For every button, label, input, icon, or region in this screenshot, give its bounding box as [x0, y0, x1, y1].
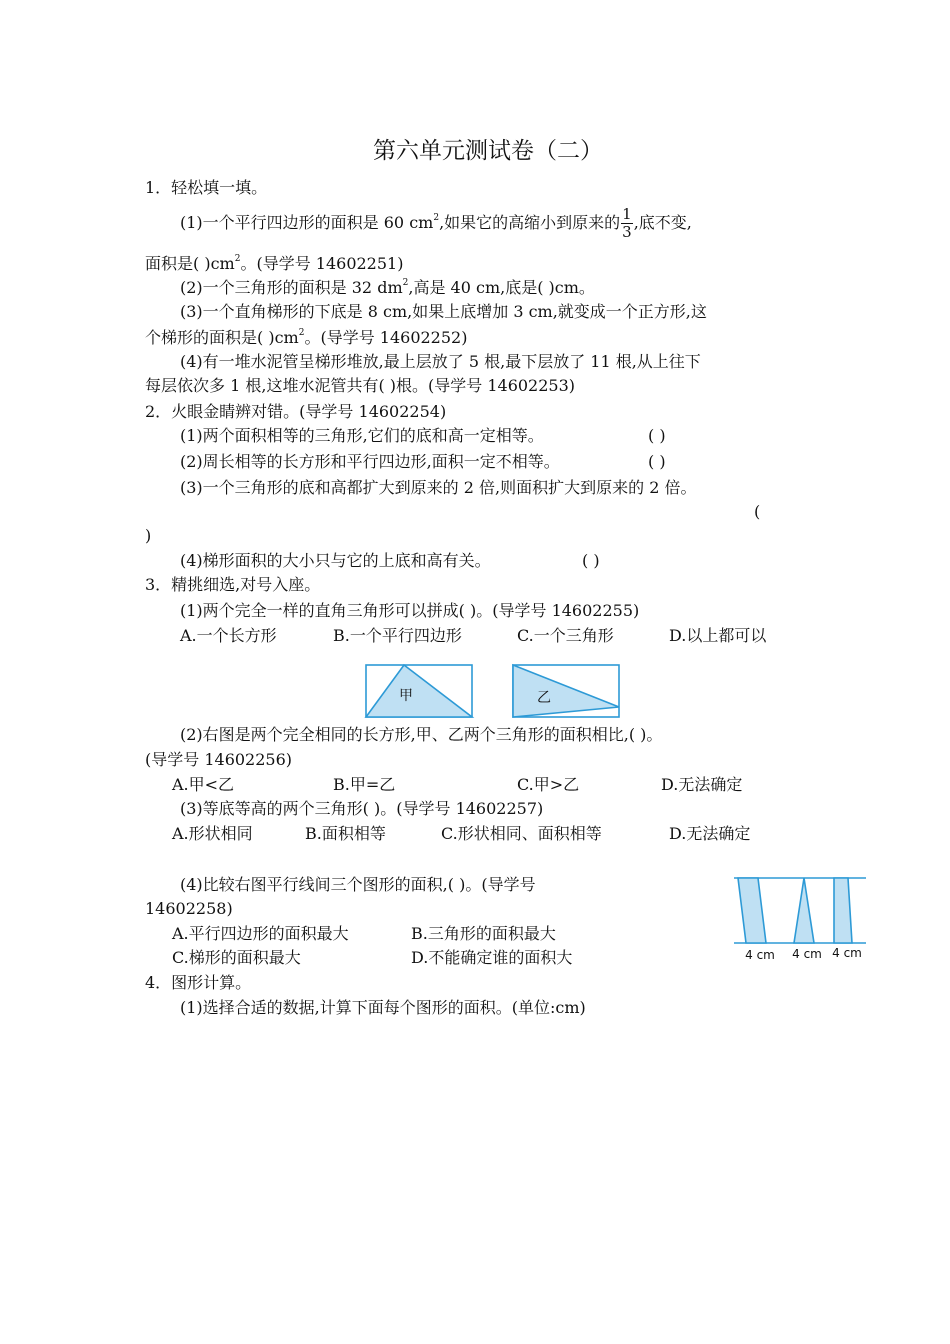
- fraction-one-third: $\frac{1}{3}$: [622, 205, 632, 241]
- q4-heading: 4．图形计算。: [145, 973, 252, 992]
- q3-item2-line1: (2)右图是两个完全相同的长方形,甲、乙两个三角形的面积相比,( )。: [180, 725, 663, 744]
- q3-item1-option-a: A.一个长方形: [180, 626, 277, 645]
- parallelogram-shape: [738, 878, 766, 943]
- triangles-figure: [360, 660, 630, 722]
- q2-item3-answer-open: (: [754, 502, 761, 521]
- q3-item1-option-b: B.一个平行四边形: [333, 626, 462, 645]
- q2-item1: (1)两个面积相等的三角形,它们的底和高一定相等。: [180, 426, 544, 445]
- q1-item4-line1: (4)有一堆水泥管呈梯形堆放,最上层放了 5 根,最下层放了 11 根,从上往下: [180, 352, 701, 371]
- q3-item3: (3)等底等高的两个三角形( )。(导学号 14602257): [180, 799, 544, 818]
- label-trapezoid-base: 4 cm: [832, 946, 862, 960]
- q1-item4-line2: 每层依次多 1 根,这堆水泥管共有( )根。(导学号 14602253): [145, 376, 576, 395]
- q3-item1-option-c: C.一个三角形: [517, 626, 614, 645]
- q3-item1: (1)两个完全一样的直角三角形可以拼成( )。(导学号 14602255): [180, 601, 640, 620]
- q2-item1-answer: ( ): [648, 426, 666, 445]
- label-yi: 乙: [537, 690, 551, 706]
- rectangle-jia: [366, 665, 472, 717]
- q1-item1-line2: 面积是( )$cm^2$。(导学号 14602251): [145, 254, 404, 273]
- q3-item3-option-c: C.形状相同、面积相等: [441, 824, 602, 843]
- q2-item3: (3)一个三角形的底和高都扩大到原来的 2 倍,则面积扩大到原来的 2 倍。: [180, 478, 697, 497]
- q3-item2-option-c: C.甲>乙: [517, 775, 580, 794]
- label-triangle-base: 4 cm: [792, 947, 822, 961]
- triangle-jia: [366, 665, 472, 717]
- q3-item4-line1: (4)比较右图平行线间三个图形的面积,( )。(导学号: [180, 875, 536, 894]
- q3-heading: 3．精挑细选,对号入座。: [145, 575, 321, 594]
- q2-heading: 2．火眼金睛辨对错。(导学号 14602254): [145, 402, 447, 421]
- q3-item4-option-b: B.三角形的面积最大: [411, 924, 556, 943]
- q3-item4-option-a: A.平行四边形的面积最大: [172, 924, 349, 943]
- q1-item2: (2)一个三角形的面积是 32 $dm^2$,高是 40 cm,底是( )cm。: [180, 278, 595, 297]
- q3-item2-option-d: D.无法确定: [661, 775, 743, 794]
- q1-item1-line1: (1)一个平行四边形的面积是 60 $cm^2$,如果它的高缩小到原来的 $\frac{1}{3}$ ,底不变,: [180, 205, 692, 241]
- q2-item4: (4)梯形面积的大小只与它的上底和高有关。: [180, 551, 491, 570]
- q1-item3-line1: (3)一个直角梯形的下底是 8 cm,如果上底增加 3 cm,就变成一个正方形,这: [180, 302, 707, 321]
- rectangle-yi: [513, 665, 619, 717]
- label-parallelogram-base: 4 cm: [745, 948, 775, 962]
- q3-item4-option-c: C.梯形的面积最大: [172, 948, 301, 967]
- q3-item4-option-d: D.不能确定谁的面积大: [411, 948, 573, 967]
- q1-item3-line2: 个梯形的面积是( )$cm^2$。(导学号 14602252): [145, 328, 468, 347]
- trapezoid-shape: [834, 878, 852, 943]
- q2-item4-answer: ( ): [582, 551, 600, 570]
- q2-item2: (2)周长相等的长方形和平行四边形,面积一定不相等。: [180, 452, 560, 471]
- q3-item2-option-b: B.甲=乙: [333, 775, 396, 794]
- q3-item3-option-d: D.无法确定: [669, 824, 751, 843]
- triangle-shape: [794, 878, 814, 943]
- q2-item3-answer-close: ): [145, 526, 152, 545]
- q3-item2-option-a: A.甲<乙: [172, 775, 235, 794]
- label-jia: 甲: [399, 688, 413, 704]
- q3-item2-line2: (导学号 14602256): [145, 750, 293, 769]
- q3-item3-option-b: B.面积相等: [305, 824, 386, 843]
- q3-item1-option-d: D.以上都可以: [669, 626, 767, 645]
- triangle-yi: [513, 665, 619, 717]
- q3-item4-line2: 14602258): [145, 899, 233, 918]
- q3-item3-option-a: A.形状相同: [172, 824, 253, 843]
- q4-item1: (1)选择合适的数据,计算下面每个图形的面积。(单位:cm): [180, 998, 586, 1017]
- parallel-lines-figure: [728, 872, 868, 964]
- page-title: 第六单元测试卷（二）: [373, 138, 603, 164]
- q1-heading: 1．轻松填一填。: [145, 178, 268, 197]
- q2-item2-answer: ( ): [648, 452, 666, 471]
